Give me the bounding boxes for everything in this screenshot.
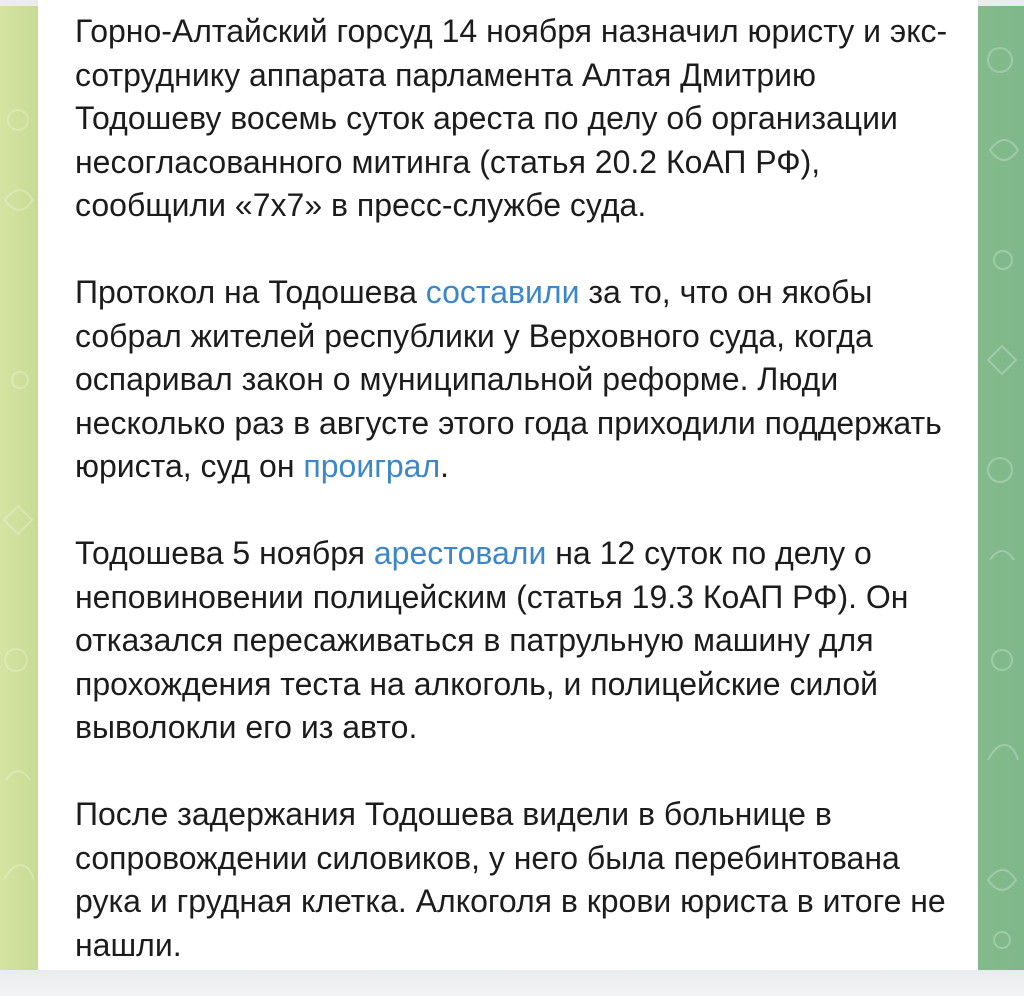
link-proigral[interactable]: проиграл	[303, 448, 441, 484]
paragraph-4-text: После задержания Тодошева видели в больнице в сопровождении силовиков, у него была перебинтована рука и грудная клетка. Алкоголя в крови юриста в итоге не нашли.	[75, 796, 946, 963]
message-paragraph-4	[75, 793, 965, 967]
paragraph-2-text-middle: за то, что он якобы собрал жителей республики у Верховного суда, когда оспаривал закон о муниципальной реформе. Люди несколько раз в августе этого года приходили поддержать юриста, суд он	[75, 274, 942, 484]
paragraph-1-text: Горно-Алтайский горсуд 14 ноября назначил юристу и экс-сотруднику аппарата парламента Алтая Дмитрию Тодошеву восемь суток ареста по делу об организации несогласованного митинга (статья 20.2 КоАП РФ), сообщили «7х7» в пресс-службе суда.	[75, 13, 948, 223]
paragraph-2-text-end: .	[440, 448, 450, 484]
bottom-bar	[0, 970, 1024, 996]
message-paragraph-2	[75, 271, 965, 489]
paragraph-2-text-start: Протокол на Тодошева	[75, 274, 426, 310]
message-paragraph-1	[75, 10, 965, 228]
link-arestovali[interactable]: арестовали	[373, 535, 547, 571]
paragraph-3-text-start: Тодошева 5 ноября	[75, 535, 374, 571]
message-bubble[interactable]	[38, 0, 978, 970]
message-paragraph-3	[75, 532, 965, 750]
message-text	[75, 10, 965, 967]
paragraph-3-text-end: на 12 суток по делу о неповиновении полицейским (статья 19.3 КоАП РФ). Он отказался пересаживаться в патрульную машину для прохождения теста на алкоголь, и полицейские силой выволокли его из авто.	[75, 535, 909, 745]
link-sostavili[interactable]: составили	[425, 274, 580, 310]
